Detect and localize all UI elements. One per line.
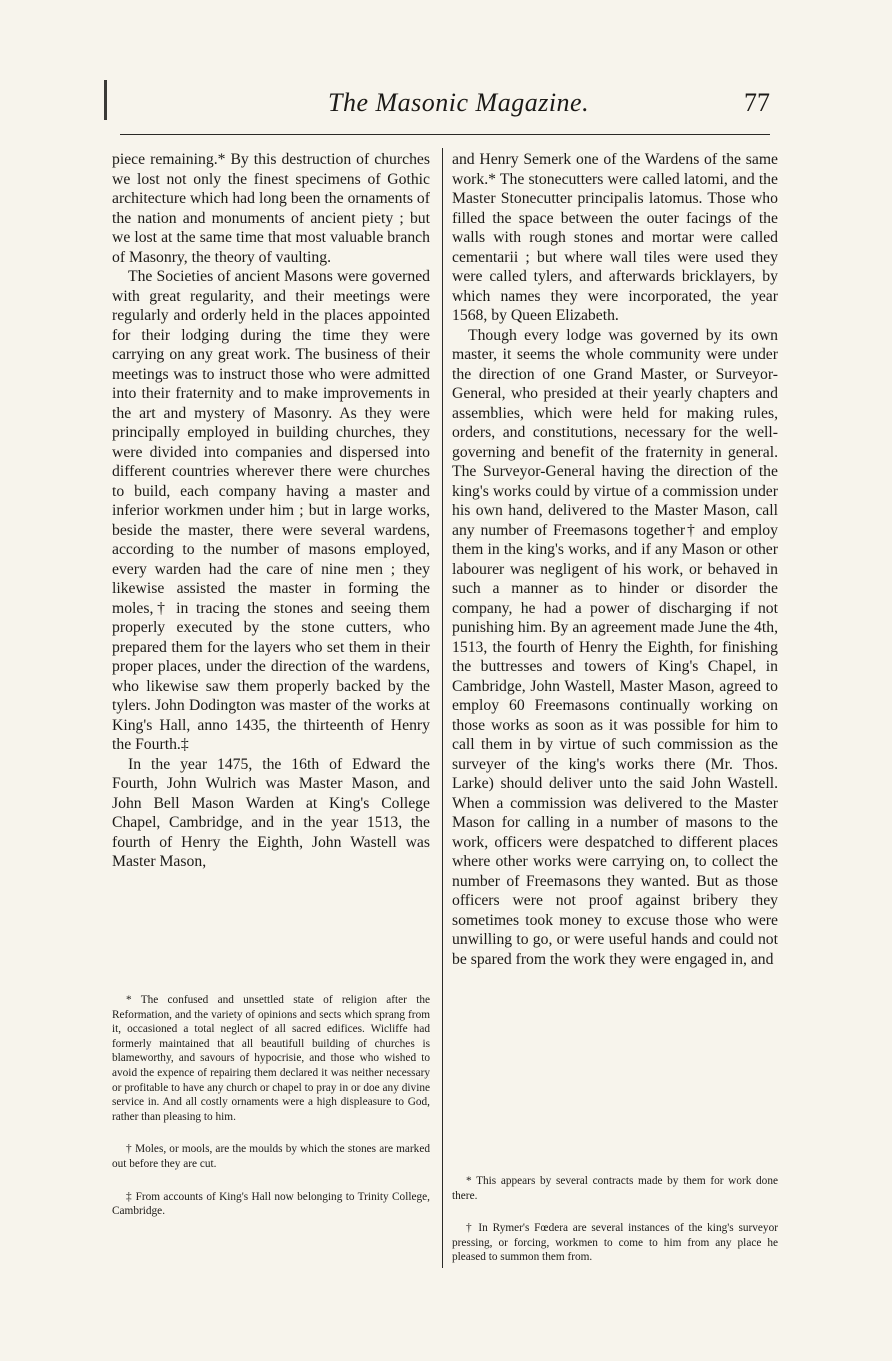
page-number: 77 [744, 88, 770, 117]
footnote: * The confused and unsettled state of religion after the Reformation, and the variety of opinions and sects which sprang from it, occasioned a total neglect of all sacred edifices. Wicliffe had formerly maintained that all beautifull building of churches is blameworthy, and savours of hypocrisie, and those who wished to avoid the expence of repairing them declared it was neither necessary or profitable to have any church or chapel to pray in or doe any divine service in. And all costly ornaments were a high displeasure to God, rather than pleasing to him. [112, 994, 430, 1123]
right-column [452, 150, 778, 969]
paragraph: In the year 1475, the 16th of Edward the Fourth, John Wulrich was Master Mason, and John Bell Mason Warden at King's College Chapel, Cambridge, and in the year 1513, the fourth of Henry the Eighth, John Wastell was Master Mason, [112, 755, 430, 870]
footnote: ‡ From accounts of King's Hall now belonging to Trinity College, Cambridge. [112, 1190, 430, 1218]
left-footnotes [112, 993, 430, 1237]
paragraph: and Henry Semerk one of the Wardens of the same work.* The stonecutters were called latomi, and the Master Stonecutter principalis latomus. Those who filled the space between the outer facings of the walls with rough stones and mortar were called cementarii ; but where wall tiles were used they were called tylers, and afterwards bricklayers, by which names they were incorporated, the year 1568, by Queen Elizabeth. [452, 151, 778, 324]
right-footnotes [452, 1174, 778, 1283]
paragraph: Though every lodge was governed by its own master, it seems the whole community were under the direction of one Grand Master, or Surveyor-General, who presided at their yearly chapters and assemblies, which were held for making rules, orders, and constitutions, necessary for the well-governing and benefit of the fraternity in general. The Surveyor-General having the direction of the king's works could by virtue of a commission under his own hand, delivered to the Master Mason, call any number of Freemasons together† and employ them in the king's works, and if any Mason or other labourer was negligent of his work, or behaved in such a manner as to hinder or disorder the company, he had a power of discharging if not punishing him. By an agreement made June the 4th, 1513, the fourth of Henry the Eighth, for finishing the buttresses and towers of King's Chapel, in Cambridge, John Wastell, Master Mason, agreed to employ 60 Freemasons continually working on those works as soon as it was possible for him to call them in by virtue of such commission as the surveyer of the king's works there (Mr. Thos. Larke) should deliver unto the said John Wastell. When a commission was delivered to the Master Mason for calling in a number of masons to the work, officers were despatched to different places where other works were carrying on, to collect the number of Freemasons they wanted. But as those officers were not proof against bribery they sometimes took money to excuse those who were unwilling to go, or were useful hands and could not be spared from the work they were engaged in, and [452, 326, 778, 968]
paragraph: piece remaining.* By this destruction of churches we lost not only the finest specimens of Gothic architecture which had long been the ornaments of the nation and monuments of ancient piety ; but we lost at the same time that most valuable branch of Masonry, the theory of vaulting. [112, 151, 430, 266]
running-header [120, 84, 770, 128]
magazine-title: The Masonic Magazine. [328, 88, 590, 117]
footnote: † Moles, or mools, are the moulds by which the stones are marked out before they are cut. [112, 1143, 430, 1170]
column-divider [442, 148, 443, 1268]
page-edge-mark [104, 80, 107, 120]
header-rule [120, 134, 770, 135]
footnote: * This appears by several contracts made by them for work done there. [452, 1175, 778, 1202]
paragraph: The Societies of ancient Masons were governed with great regularity, and their meetings were regularly and orderly held in the places appointed for their lodging during the time they were carrying on any great work. The business of their meetings was to instruct those who were admitted into their fraternity and to make improvements in the art and mystery of Masonry. As they were principally employed in building churches, they were divided into companies and dispersed into different countries wherever there were churches to build, each company having a master and inferior workmen under him ; but in large works, beside the master, there were several wardens, according to the number of masons employed, every warden had the care of nine men ; they likewise assisted the master in forming the moles,† in tracing the stones and seeing them properly executed by the stone cutters, who prepared them for the layers who set them in their proper places, under the direction of the wardens, who likewise saw them properly backed by the tylers. John Dodington was master of the works at King's Hall, anno 1435, the thirteenth of Henry the Fourth.‡ [112, 268, 430, 753]
footnote: † In Rymer's Fœdera are several instances of the king's surveyor pressing, or forcing, workmen to come to him from any place he pleased to summon them from. [452, 1222, 778, 1264]
left-column [112, 150, 430, 872]
